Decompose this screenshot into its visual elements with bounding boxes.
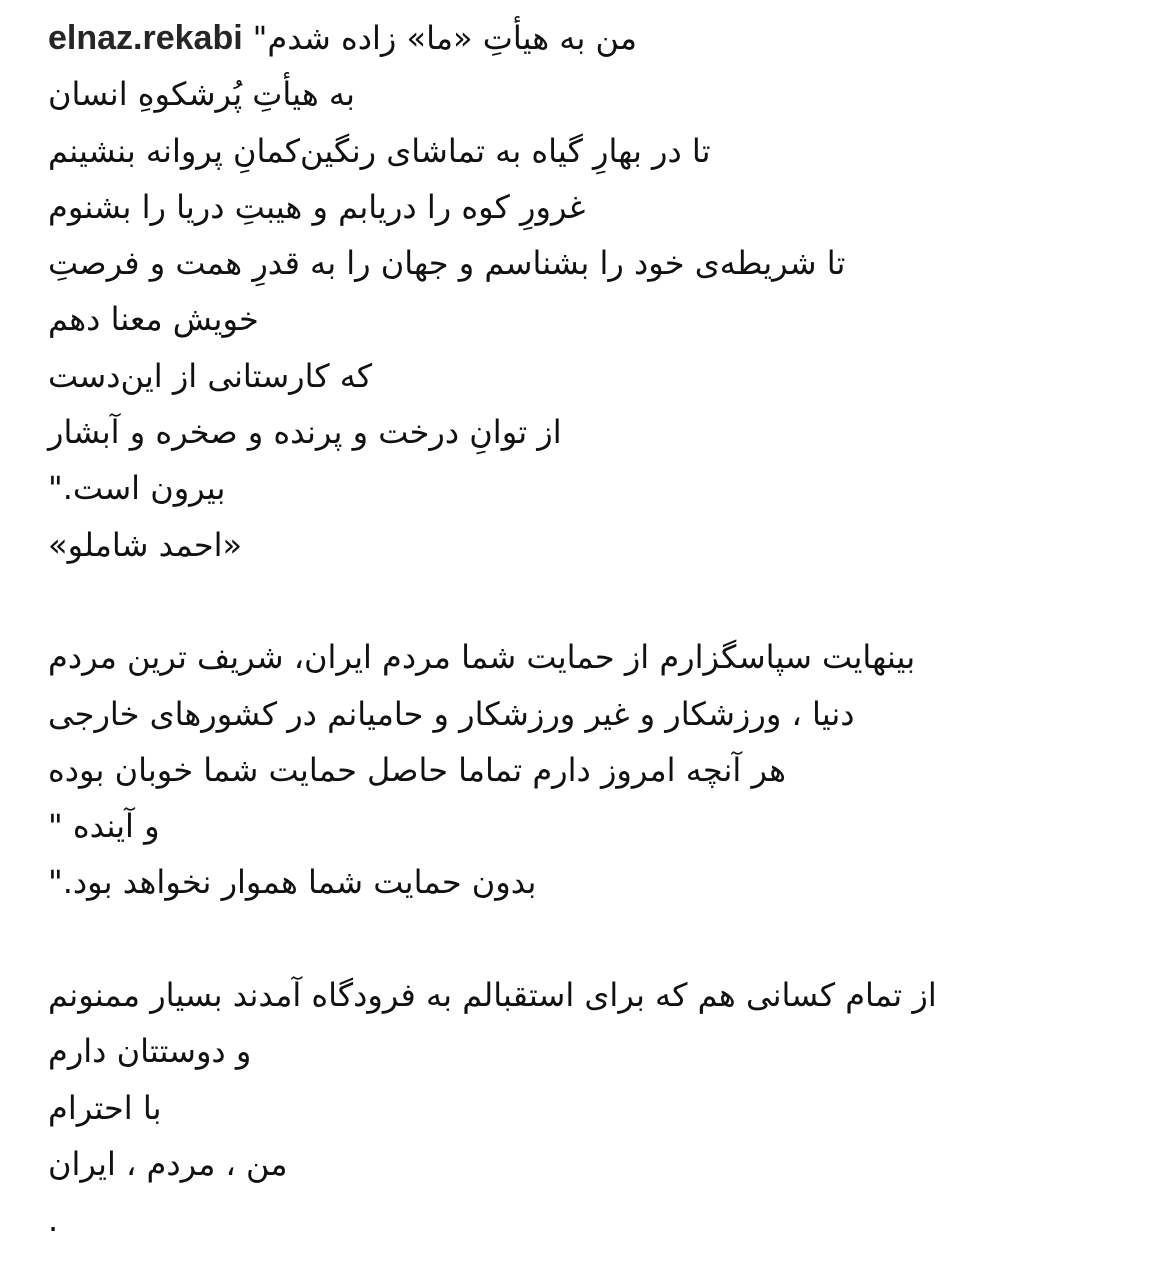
caption-line: و آینده " (48, 807, 160, 846)
caption-line: به هیأتِ پُرشکوهِ انسان (48, 75, 355, 114)
caption-first-line (48, 10, 1148, 66)
caption-line (48, 911, 1148, 967)
caption-line: من ، مردم ، ایران (48, 1144, 288, 1183)
caption-line: تا شریطه‌ی خود را بشناسم و جهان را به قدرِ همت و فرصتِ (48, 244, 846, 283)
caption-line: با احترام (48, 1088, 162, 1127)
caption-line: هر آنچه امروز دارم تماما حاصل حمایت شما خوبان بوده (48, 750, 787, 789)
caption-line: غرورِ کوه را دریابم و هیبتِ دریا را بشنوم (48, 187, 586, 226)
caption-line: بیرون است." (48, 469, 226, 508)
caption-line: «احمد شاملو» (48, 525, 243, 564)
caption-line (48, 573, 1148, 629)
caption-line: بدون حمایت شما هموار نخواهد بود." (48, 863, 537, 902)
post-caption (48, 10, 1148, 1249)
caption-line: تا در بهارِ گیاه به تماشای رنگین‌کمانِ پروانه بنشینم (48, 131, 711, 170)
caption-text: من به هیأتِ «ما» زاده شدم" (252, 19, 638, 57)
caption-line: . (48, 1201, 59, 1240)
caption-line: خویش معنا دهم (48, 300, 259, 339)
caption-line: و دوستتان دارم (48, 1032, 252, 1071)
caption-line: بینهایت سپاسگزارم از حمایت شما مردم ایران، شریف ترین مردم (48, 638, 916, 677)
caption-line: دنیا ، ورزشکار و غیر ورزشکار و حامیانم در کشورهای خارجی (48, 694, 855, 733)
caption-line: از تمام کسانی هم که برای استقبالم به فرودگاه آمدند بسیار ممنونم (48, 976, 937, 1015)
caption-line: که کارستانی از این‌دست (48, 356, 373, 395)
caption-line: از توانِ درخت و پرنده و صخره و آبشار (48, 413, 562, 452)
username-link[interactable]: elnaz.rekabi (48, 19, 243, 57)
